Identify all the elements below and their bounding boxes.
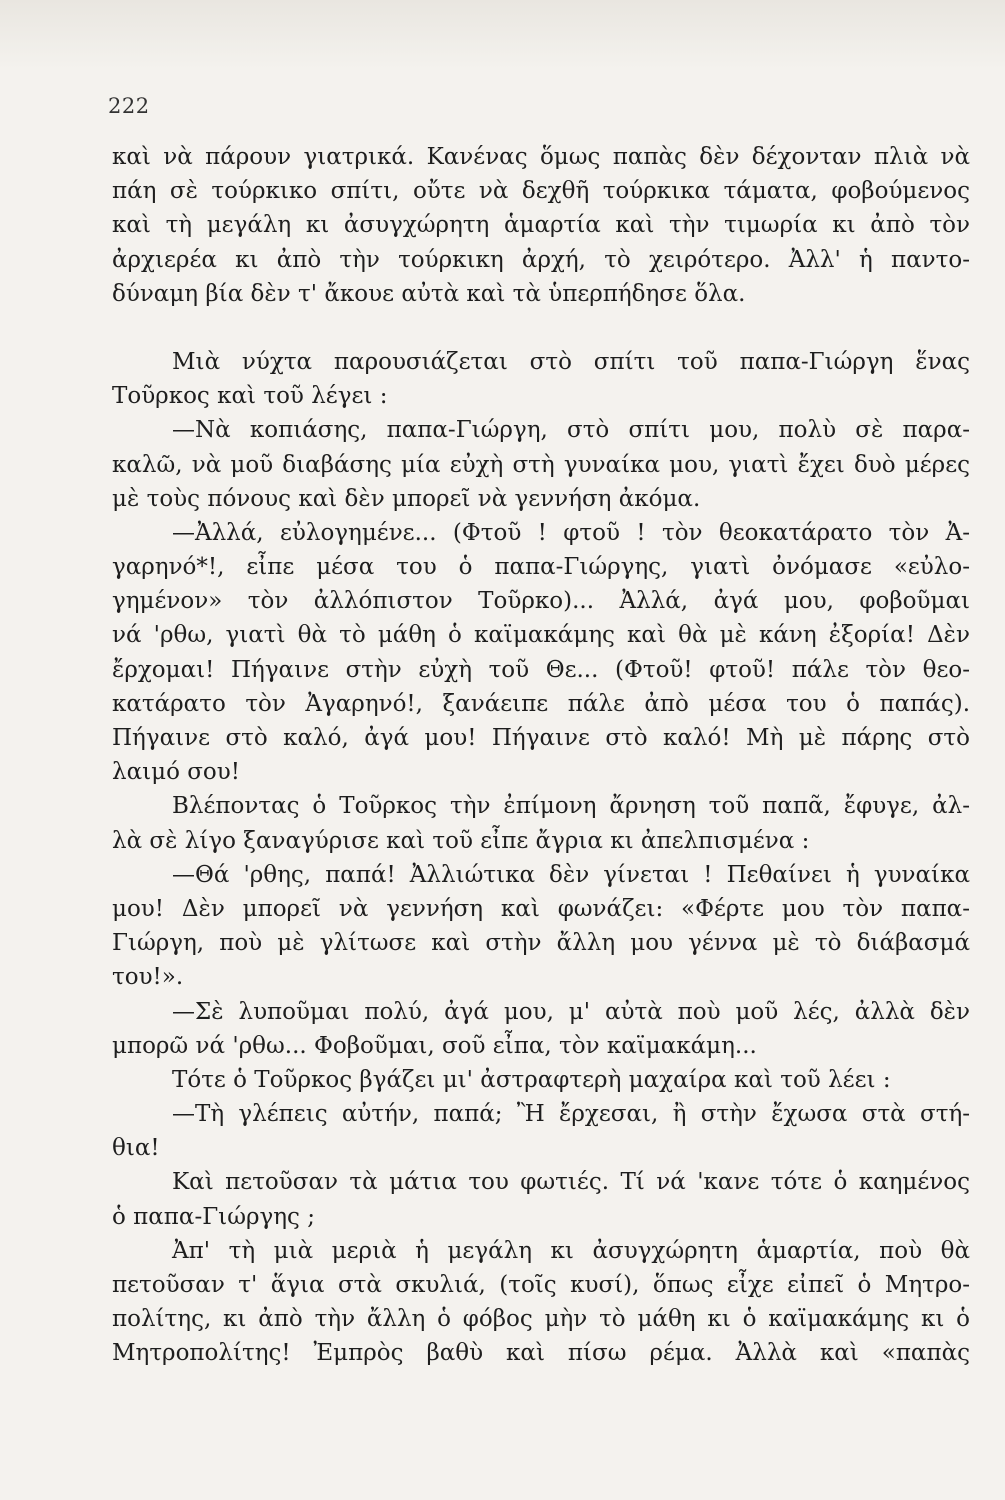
text-line: μὲ τοὺς πόνους καὶ δὲν μπορεῖ νὰ γεννήση ἀκόμα. — [112, 485, 701, 512]
text-line: του!». — [112, 964, 184, 991]
text-line: θια! — [112, 1135, 160, 1162]
text-line: Τοῦρκος καὶ τοῦ λέγει : — [112, 383, 388, 410]
body-text — [112, 140, 970, 1371]
text-line: μπορῶ νά 'ρθω... Φοβοῦμαι, σοῦ εἶπα, τὸν καϊμακάμη... — [112, 1032, 757, 1059]
text-line: Ἀπ' τὴ μιὰ μεριὰ ἡ μεγάλη κι ἀσυγχώρητη ἁμαρτία, ποὺ θὰ — [172, 1237, 970, 1264]
text-line: —Τὴ γλέπεις αὐτήν, παπά; Ἢ ἔρχεσαι, ἢ στὴν ἔχωσα στὰ στή- — [172, 1101, 970, 1128]
text-line: Μητροπολίτης! Ἐμπρὸς βαθὺ καὶ πίσω ρέμα. Ἀλλὰ καὶ «παπὰς — [112, 1340, 970, 1367]
paragraph-gap — [112, 311, 970, 345]
text-line: ἔρχομαι! Πήγαινε στὴν εὐχὴ τοῦ Θε... (Φτοῦ! φτοῦ! πάλε τὸν θεο- — [112, 656, 970, 683]
text-line: πάη σὲ τούρκικο σπίτι, οὔτε νὰ δεχθῆ τούρκικα τάματα, φοβούμενος — [112, 178, 970, 205]
text-line: ὁ παπα-Γιώργης ; — [112, 1203, 315, 1230]
text-line: μου! Δὲν μπορεῖ νὰ γεννήση καὶ φωνάζει: «Φέρτε μου τὸν παπα- — [112, 895, 970, 922]
text-line: καλῶ, νὰ μοῦ διαβάσης μία εὐχὴ στὴ γυναίκα μου, γιατὶ ἔχει δυὸ μέρες — [112, 451, 970, 478]
text-line: γημένον» τὸν ἀλλόπιστον Τοῦρκο)... Ἀλλά, ἀγά μου, φοβοῦμαι — [112, 588, 970, 615]
page-number: 222 — [108, 94, 150, 118]
text-line: δύναμη βία δὲν τ' ἄκουε αὐτὰ καὶ τὰ ὑπερπήδησε ὅλα. — [112, 280, 746, 307]
text-line: νά 'ρθω, γιατὶ θὰ τὸ μάθη ὁ καϊμακάμης καὶ θὰ μὲ κάνη ἐξορία! Δὲν — [112, 622, 970, 649]
text-line: πολίτης, κι ἀπὸ τὴν ἄλλη ὁ φόβος μὴν τὸ μάθη κι ὁ καϊμακάμης κι ὁ — [112, 1306, 970, 1333]
text-line: —Θά 'ρθης, παπά! Ἀλλιώτικα δὲν γίνεται ! Πεθαίνει ἡ γυναίκα — [172, 861, 970, 888]
text-line: Γιώργη, ποὺ μὲ γλίτωσε καὶ στὴν ἄλλη μου γέννα μὲ τὸ διάβασμά — [112, 930, 970, 957]
page-top-shadow — [0, 0, 1005, 70]
text-line: καὶ τὴ μεγάλη κι ἀσυγχώρητη ἁμαρτία καὶ τὴν τιμωρία κι ἀπὸ τὸν — [112, 212, 970, 239]
text-line: Βλέποντας ὁ Τοῦρκος τὴν ἐπίμονη ἄρνηση τοῦ παπᾶ, ἔφυγε, ἀλ- — [172, 793, 970, 820]
text-line: πετοῦσαν τ' ἅγια στὰ σκυλιά, (τοῖς κυσί), ὅπως εἶχε εἰπεῖ ὁ Μητρο- — [112, 1272, 970, 1298]
text-line: Τότε ὁ Τοῦρκος βγάζει μι' ἀστραφτερὴ μαχαίρα καὶ τοῦ λέει : — [172, 1066, 891, 1093]
text-line: —Ἀλλά, εὐλογημένε... (Φτοῦ ! φτοῦ ! τὸν θεοκατάρατο τὸν Ἀ- — [172, 519, 970, 546]
text-line: λὰ σὲ λίγο ξαναγύρισε καὶ τοῦ εἶπε ἄγρια κι ἀπελπισμένα : — [112, 827, 810, 854]
text-line: ἀρχιερέα κι ἀπὸ τὴν τούρκικη ἀρχή, τὸ χειρότερο. Ἀλλ' ἡ παντο- — [112, 246, 970, 273]
text-line: Καὶ πετοῦσαν τὰ μάτια του φωτιές. Τί νά 'κανε τότε ὁ καημένος — [172, 1169, 970, 1196]
text-line: Πήγαινε στὸ καλό, ἀγά μου! Πήγαινε στὸ καλό! Μὴ μὲ πάρης στὸ — [112, 725, 970, 751]
text-line: γαρηνό*!, εἶπε μέσα του ὁ παπα-Γιώργης, γιατὶ ὀνόμασε «εὐλο- — [112, 554, 970, 581]
text-line: κατάρατο τὸν Ἀγαρηνό!, ξανάειπε πάλε ἀπὸ μέσα του ὁ παπάς). — [112, 690, 970, 717]
text-line: λαιμό σου! — [112, 759, 241, 786]
text-line: καὶ νὰ πάρουν γιατρικά. Κανένας ὅμως παπὰς δὲν δέχονταν πλιὰ νὰ — [112, 144, 970, 170]
text-line: —Νὰ κοπιάσης, παπα-Γιώργη, στὸ σπίτι μου, πολὺ σὲ παρα- — [172, 417, 970, 444]
text-line: —Σὲ λυποῦμαι πολύ, ἀγά μου, μ' αὐτὰ ποὺ μοῦ λές, ἀλλὰ δὲν — [172, 998, 970, 1025]
text-line: Μιὰ νύχτα παρουσιάζεται στὸ σπίτι τοῦ παπα-Γιώργη ἕνας — [172, 348, 970, 375]
